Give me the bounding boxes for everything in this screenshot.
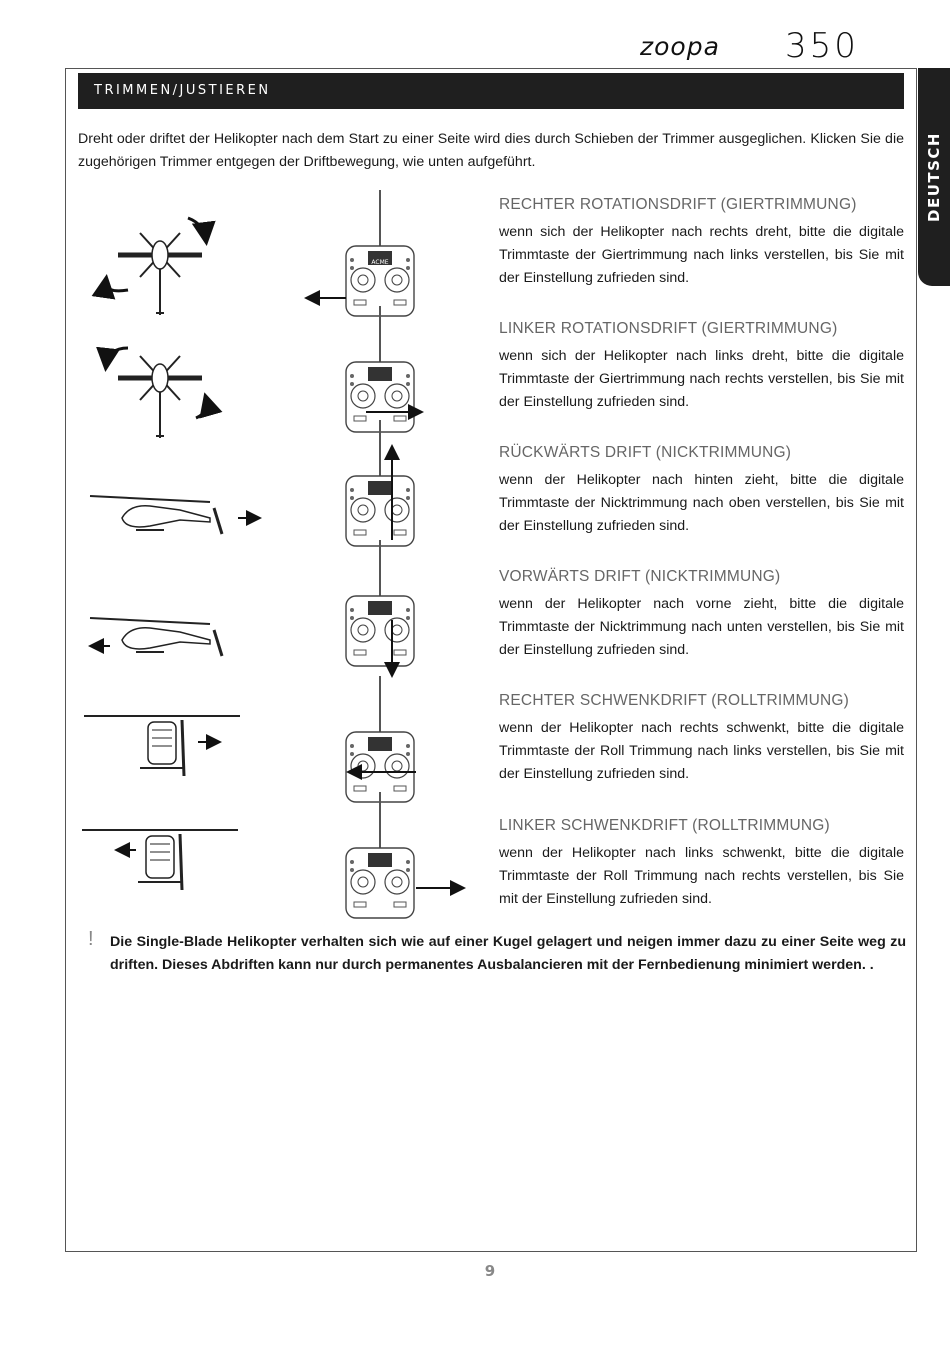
remote-label: ACME [371,259,389,266]
section-roll-left [499,817,904,911]
page-number: 9 [484,1262,496,1280]
section-text: wenn der Helikopter nach links schwenkt, bitte die digitale Trimmtaste der Roll Trimmung nach rechts verstellen, bis Sie mit der Einstellung zufrieden sind. [499,845,904,907]
brand-model: 350 [785,26,859,66]
section-header [78,73,904,109]
section-text: wenn der Helikopter nach hinten zieht, bitte die digitale Trimmtaste der Nicktrimmung nach oben verstellen, bis Sie mit der Einstellung zufrieden sind. [499,472,904,534]
section-yaw-right [499,196,904,290]
brand-name: zoopa [640,32,720,61]
section-roll-right [499,692,904,786]
section-title: LINKER ROTATIONSDRIFT (GIERTRIMMUNG) [499,320,838,337]
section-text: wenn sich der Helikopter nach rechts dreht, bitte die digitale Trimmtaste der Giertrimmung nach links verstellen, bis Sie mit der Einstellung zufrieden sind. [499,224,904,286]
section-pitch-back [499,444,904,538]
section-title: RECHTER SCHWENKDRIFT (ROLLTRIMMUNG) [499,692,850,709]
language-tab [918,68,950,286]
section-text: wenn der Helikopter nach rechts schwenkt, bitte die digitale Trimmtaste der Roll Trimmung nach links verstellen, bis Sie mit der Einstellung zufrieden sind. [499,720,904,782]
section-text: wenn sich der Helikopter nach links dreht, bitte die digitale Trimmtaste der Giertrimmung nach rechts verstellen, bis Sie mit der Einstellung zufrieden sind. [499,348,904,410]
brand-logo [640,28,920,68]
section-text: wenn der Helikopter nach vorne zieht, bitte die digitale Trimmtaste der Nicktrimmung nach unten verstellen, bis Sie mit der Einstellung zufrieden sind. [499,596,904,658]
trim-illustrations [80,190,480,920]
language-tab-label: DEUTSCH [925,132,943,222]
warning-icon: ! [88,928,94,950]
section-pitch-forward [499,568,904,662]
section-title: RECHTER ROTATIONSDRIFT (GIERTRIMMUNG) [499,196,857,213]
section-title: RÜCKWÄRTS DRIFT (NICKTRIMMUNG) [499,444,792,461]
section-title: VORWÄRTS DRIFT (NICKTRIMMUNG) [499,568,781,585]
note-text: Die Single-Blade Helikopter verhalten sich wie auf einer Kugel gelagert und neigen immer dazu zu einer Seite weg zu driften. Dieses Abdriften kann nur durch permanentes Ausbalancieren mit der Fernbedienung minimiert werden. . [110,934,906,973]
intro-text: Dreht oder driftet der Helikopter nach dem Start zu einer Seite wird dies durch Schieben der Trimmer ausgeglichen. Klicken Sie die zugehörigen Trimmer entgegen der Driftbewegung, wie unten aufgeführt. [78,131,904,170]
section-yaw-left [499,320,904,414]
section-title: LINKER SCHWENKDRIFT (ROLLTRIMMUNG) [499,817,830,834]
section-header-title: TRIMMEN/JUSTIEREN [94,83,271,98]
